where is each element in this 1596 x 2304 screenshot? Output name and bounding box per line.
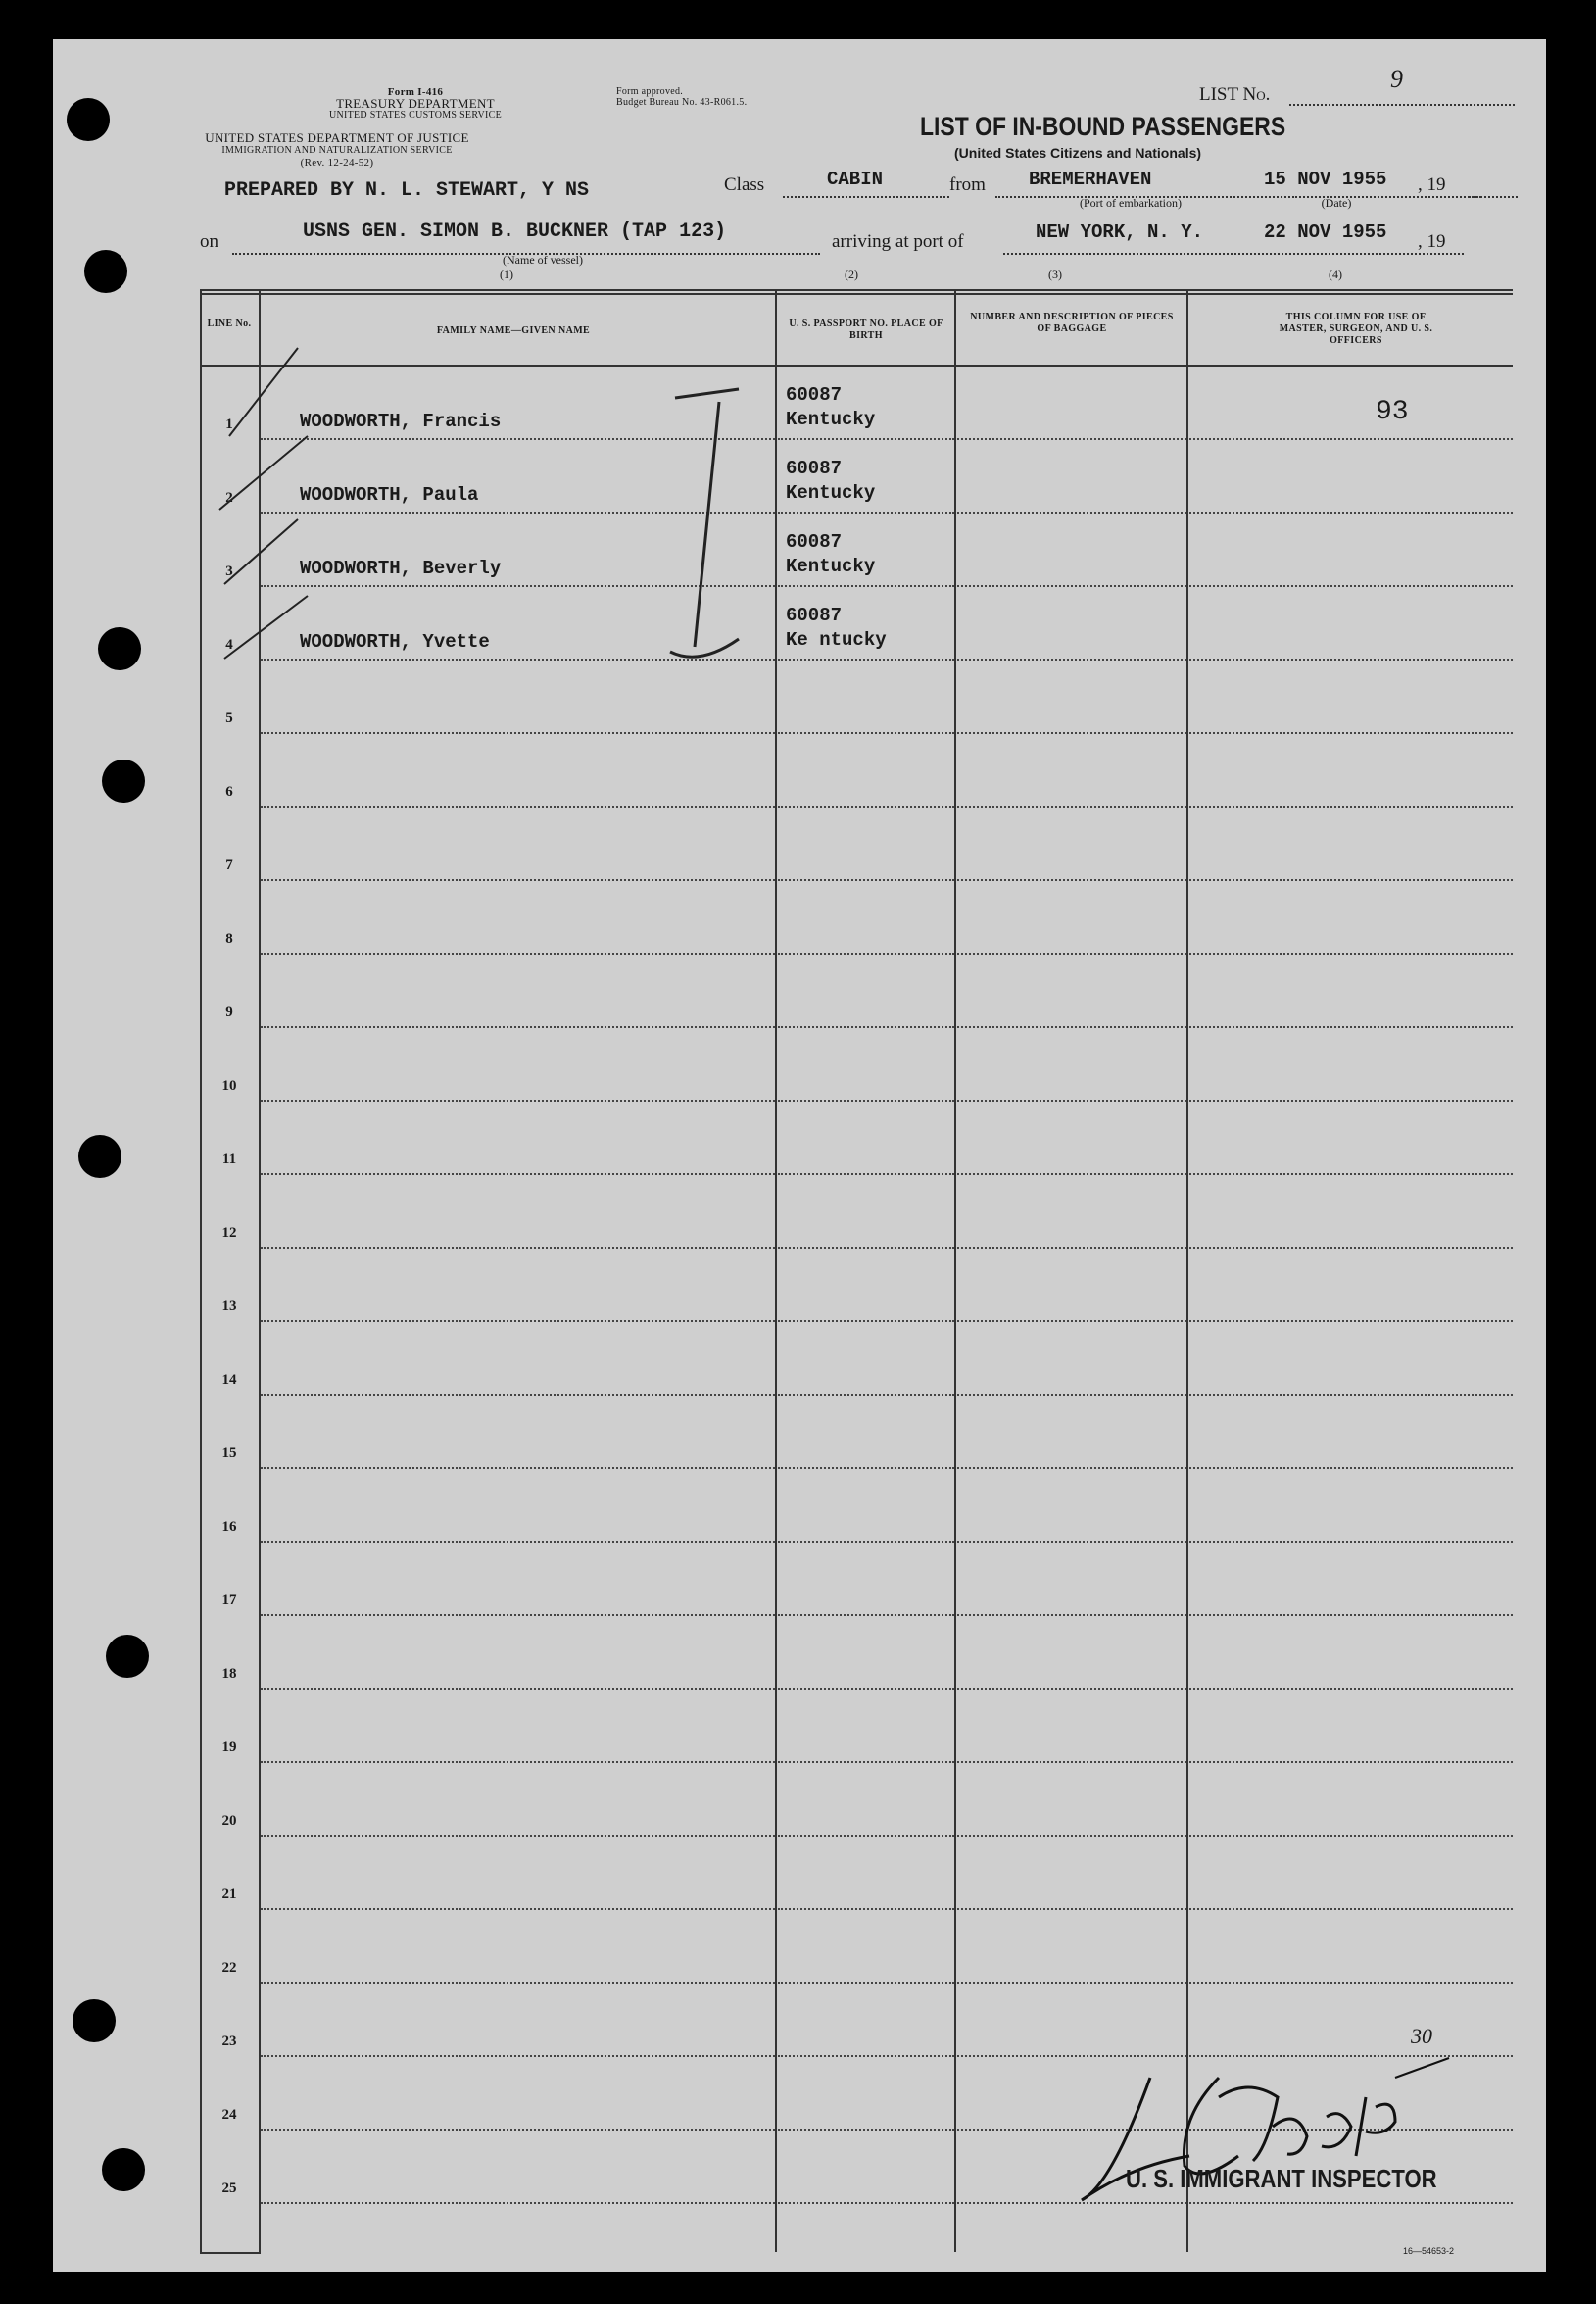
header-line-no: LINE No.	[207, 319, 252, 329]
passenger-name: WOODWORTH, Francis	[300, 411, 502, 432]
col-number-1: (1)	[500, 268, 513, 281]
port-of-embarkation: BREMERHAVEN	[1029, 169, 1152, 190]
pen-marks	[53, 39, 1546, 2272]
punch-hole	[78, 1135, 121, 1178]
embarkation-date: 15 NOV 1955	[1264, 169, 1387, 190]
passport-number: 60087	[786, 384, 843, 406]
header-passport: U. S. PASSPORT NO. PLACE OF BIRTH	[789, 319, 943, 341]
revision: (Rev. 12-24-52)	[300, 157, 374, 169]
inspector-label: U. S. IMMIGRANT INSPECTOR	[1126, 2164, 1437, 2193]
punch-hole	[67, 98, 110, 141]
col-number-2: (2)	[845, 268, 858, 281]
passenger-name: WOODWORTH, Yvette	[300, 631, 490, 653]
form-approved: Form approved.	[616, 86, 684, 97]
place-of-birth: Kentucky	[786, 482, 876, 504]
arriving-label: arriving at port of	[832, 231, 964, 252]
passport-number: 60087	[786, 531, 843, 553]
line-number: 18	[221, 1666, 237, 1682]
line-number: 22	[221, 1960, 237, 1976]
from-label: from	[949, 174, 986, 195]
line-number: 7	[225, 858, 233, 873]
passenger-name: WOODWORTH, Paula	[300, 484, 479, 506]
class-label: Class	[724, 174, 765, 195]
arrival-date: 22 NOV 1955	[1264, 221, 1387, 243]
line-number: 13	[221, 1299, 237, 1314]
line-number: 19	[221, 1740, 237, 1755]
col-number-4: (4)	[1329, 268, 1342, 281]
header-family-name: FAMILY NAME—GIVEN NAME	[436, 325, 591, 336]
place-of-birth: Kentucky	[786, 556, 876, 577]
document-subtitle: (United States Citizens and Nationals)	[954, 145, 1202, 161]
form-number: Form I-416	[387, 86, 444, 98]
line-number: 8	[225, 931, 233, 947]
print-code: 16—54653-2	[1403, 2246, 1455, 2256]
year-suffix: , 19	[1418, 174, 1446, 195]
date-caption: (Date)	[1321, 196, 1352, 210]
prepared-by: PREPARED BY N. L. STEWART, Y NS	[224, 179, 590, 202]
line-number: 4	[225, 637, 233, 653]
treasury-dept: TREASURY DEPARTMENT	[336, 96, 495, 111]
line-number: 10	[221, 1078, 237, 1094]
place-of-birth: Kentucky	[786, 409, 876, 430]
punch-hole	[102, 760, 145, 803]
officer-note: 93	[1376, 397, 1409, 427]
line-number: 5	[225, 711, 233, 726]
budget-bureau: Budget Bureau No. 43-R061.5.	[616, 97, 748, 108]
line-number: 6	[225, 784, 233, 800]
line-number: 24	[221, 2107, 237, 2123]
form-page	[53, 39, 1546, 2272]
list-no-value: 9	[1390, 65, 1403, 93]
line-number: 9	[225, 1005, 233, 1020]
punch-hole	[73, 1999, 116, 2042]
line-number: 23	[221, 2034, 237, 2049]
vessel-name: USNS GEN. SIMON B. BUCKNER (TAP 123)	[303, 221, 727, 243]
line-number: 14	[221, 1372, 237, 1388]
punch-hole	[98, 627, 141, 670]
line-number: 2	[225, 490, 233, 506]
line-number: 16	[221, 1519, 237, 1535]
punch-hole	[84, 250, 127, 293]
on-label: on	[200, 231, 218, 252]
line-number: 3	[225, 564, 233, 579]
line-number: 1	[225, 417, 233, 432]
class-value: CABIN	[827, 169, 884, 190]
passport-number: 60087	[786, 605, 843, 626]
document-title: LIST OF IN-BOUND PASSENGERS	[920, 112, 1286, 141]
passport-number: 60087	[786, 458, 843, 479]
port-caption: (Port of embarkation)	[1080, 196, 1182, 210]
line-number: 12	[221, 1225, 237, 1241]
justice-dept: UNITED STATES DEPARTMENT OF JUSTICE	[205, 130, 469, 145]
line-number: 20	[221, 1813, 237, 1829]
list-no-label: LIST No.	[1199, 84, 1271, 105]
punch-hole	[102, 2148, 145, 2191]
col-number-3: (3)	[1048, 268, 1062, 281]
customs-service: UNITED STATES CUSTOMS SERVICE	[328, 110, 503, 121]
header-officers: THIS COLUMN FOR USE OF MASTER, SURGEON, AND U. S. OFFICERS	[1279, 312, 1433, 346]
arrival-port: NEW YORK, N. Y.	[1036, 221, 1204, 243]
place-of-birth: Ke ntucky	[786, 629, 887, 651]
signature-note: 30	[1411, 2024, 1432, 2048]
line-number: 11	[221, 1152, 237, 1167]
vessel-caption: (Name of vessel)	[503, 253, 583, 267]
header-baggage: NUMBER AND DESCRIPTION OF PIECES OF BAGGAGE	[970, 312, 1174, 334]
arrival-year-suffix: , 19	[1418, 231, 1446, 252]
line-number: 21	[221, 1887, 237, 1902]
line-number: 17	[221, 1593, 237, 1608]
punch-hole	[106, 1635, 149, 1678]
line-number: 25	[221, 2181, 237, 2196]
ins-service: IMMIGRATION AND NATURALIZATION SERVICE	[221, 145, 453, 156]
line-number: 15	[221, 1446, 237, 1461]
passenger-name: WOODWORTH, Beverly	[300, 558, 502, 579]
